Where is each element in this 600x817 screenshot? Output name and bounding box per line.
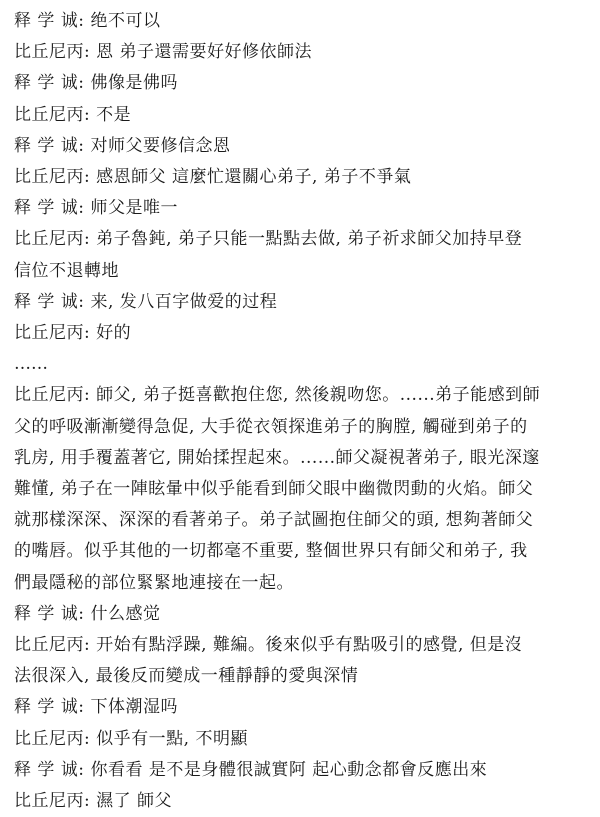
dialogue-line — [14, 318, 586, 349]
speaker-label: 比丘尼丙: — [14, 791, 91, 812]
line-text: 你看看 是不是身體很誠實阿 起心動念都會反應出來 — [90, 759, 488, 780]
line-text: 信位不退轉地 — [14, 260, 119, 281]
dialogue-line-continuation — [14, 661, 586, 692]
speaker-label: 释 学 诚: — [14, 603, 85, 624]
speaker-label: 释 学 诚: — [14, 135, 85, 156]
dialogue-line — [14, 224, 586, 255]
line-text: 恩 弟子還需要好好修依師法 — [96, 42, 313, 63]
speaker-label: 释 学 诚: — [14, 291, 85, 312]
line-text: 法很深入, 最後反而變成一種靜靜的愛與深情 — [14, 666, 359, 687]
dialogue-line — [14, 755, 586, 786]
speaker-label: 比丘尼丙: — [14, 42, 91, 63]
speaker-label: 比丘尼丙: — [14, 104, 91, 125]
dialogue-line — [14, 724, 586, 755]
line-text: 弟子魯鈍, 弟子只能一點點去做, 弟子祈求師父加持早登 — [96, 229, 523, 250]
speaker-label: 比丘尼丙: — [14, 728, 91, 749]
paragraph-line: 們最隱秘的部位緊緊地連接在一起。 — [14, 572, 294, 593]
dialogue-line — [14, 6, 586, 37]
ellipsis: …… — [14, 354, 48, 375]
speaker-label: 释 学 诚: — [14, 73, 85, 94]
line-text: 绝不可以 — [90, 11, 161, 31]
speaker-label: 比丘尼丙: — [14, 167, 91, 188]
line-text: 什么感觉 — [90, 603, 161, 624]
dialogue-line — [14, 100, 586, 131]
dialogue-line-continuation — [14, 256, 586, 287]
line-text: 下体潮湿吗 — [90, 697, 178, 718]
paragraph-line: 乳房, 用手覆蓋著它, 開始揉捏起來。......師父凝視著弟子, 眼光深邃 — [14, 447, 540, 468]
dialogue-line — [14, 692, 586, 723]
paragraph-line: 比丘尼丙: 師父, 弟子挺喜歡抱住您, 然後親吻您。......弟子能感到師 — [14, 385, 541, 406]
dialogue-line — [14, 37, 586, 68]
line-text: 好的 — [96, 323, 132, 344]
speaker-label: 释 学 诚: — [14, 11, 85, 31]
dialogue-line — [14, 630, 586, 661]
line-text: 开始有點浮躁, 難編。後來似乎有點吸引的感覺, 但是沒 — [96, 635, 523, 656]
line-text: 来, 发八百字做爱的过程 — [90, 291, 278, 312]
speaker-label: 比丘尼丙: — [14, 229, 91, 250]
paragraph-line: 難懂, 弟子在一陣眩暈中似乎能看到師父眼中幽微閃動的火焰。師父 — [14, 479, 534, 500]
speaker-label: 释 学 诚: — [14, 759, 85, 780]
dialogue-line — [14, 131, 586, 162]
dialogue-line — [14, 162, 586, 193]
dialogue-line — [14, 786, 586, 817]
speaker-label: 释 学 诚: — [14, 697, 85, 718]
speaker-label: 比丘尼丙: — [14, 635, 91, 656]
paragraph-line: 的嘴唇。似乎其他的一切都毫不重要, 整個世界只有師父和弟子, 我 — [14, 541, 528, 562]
line-text: 佛像是佛吗 — [90, 73, 178, 94]
line-text: 濕了 師父 — [96, 791, 173, 812]
dialogue-line — [14, 599, 586, 630]
dialogue-line — [14, 287, 586, 318]
dialogue-line — [14, 193, 586, 224]
speaker-label: 比丘尼丙: — [14, 323, 91, 344]
dialogue-line — [14, 68, 586, 99]
speaker-label: 释 学 诚: — [14, 198, 85, 219]
line-text: 似乎有一點, 不明顯 — [96, 728, 248, 749]
paragraph-line: 就那樣深深、深深的看著弟子。弟子試圖抱住師父的頭, 想夠著師父 — [14, 510, 534, 531]
line-text: 师父是唯一 — [90, 198, 178, 219]
line-text: 不是 — [96, 104, 132, 125]
line-text: 对师父要修信念恩 — [90, 135, 231, 156]
line-text: 感恩師父 這麼忙還關心弟子, 弟子不爭氣 — [96, 167, 412, 188]
paragraph-line: 父的呼吸漸漸變得急促, 大手從衣領探進弟子的胸膛, 觸碰到弟子的 — [14, 416, 528, 437]
